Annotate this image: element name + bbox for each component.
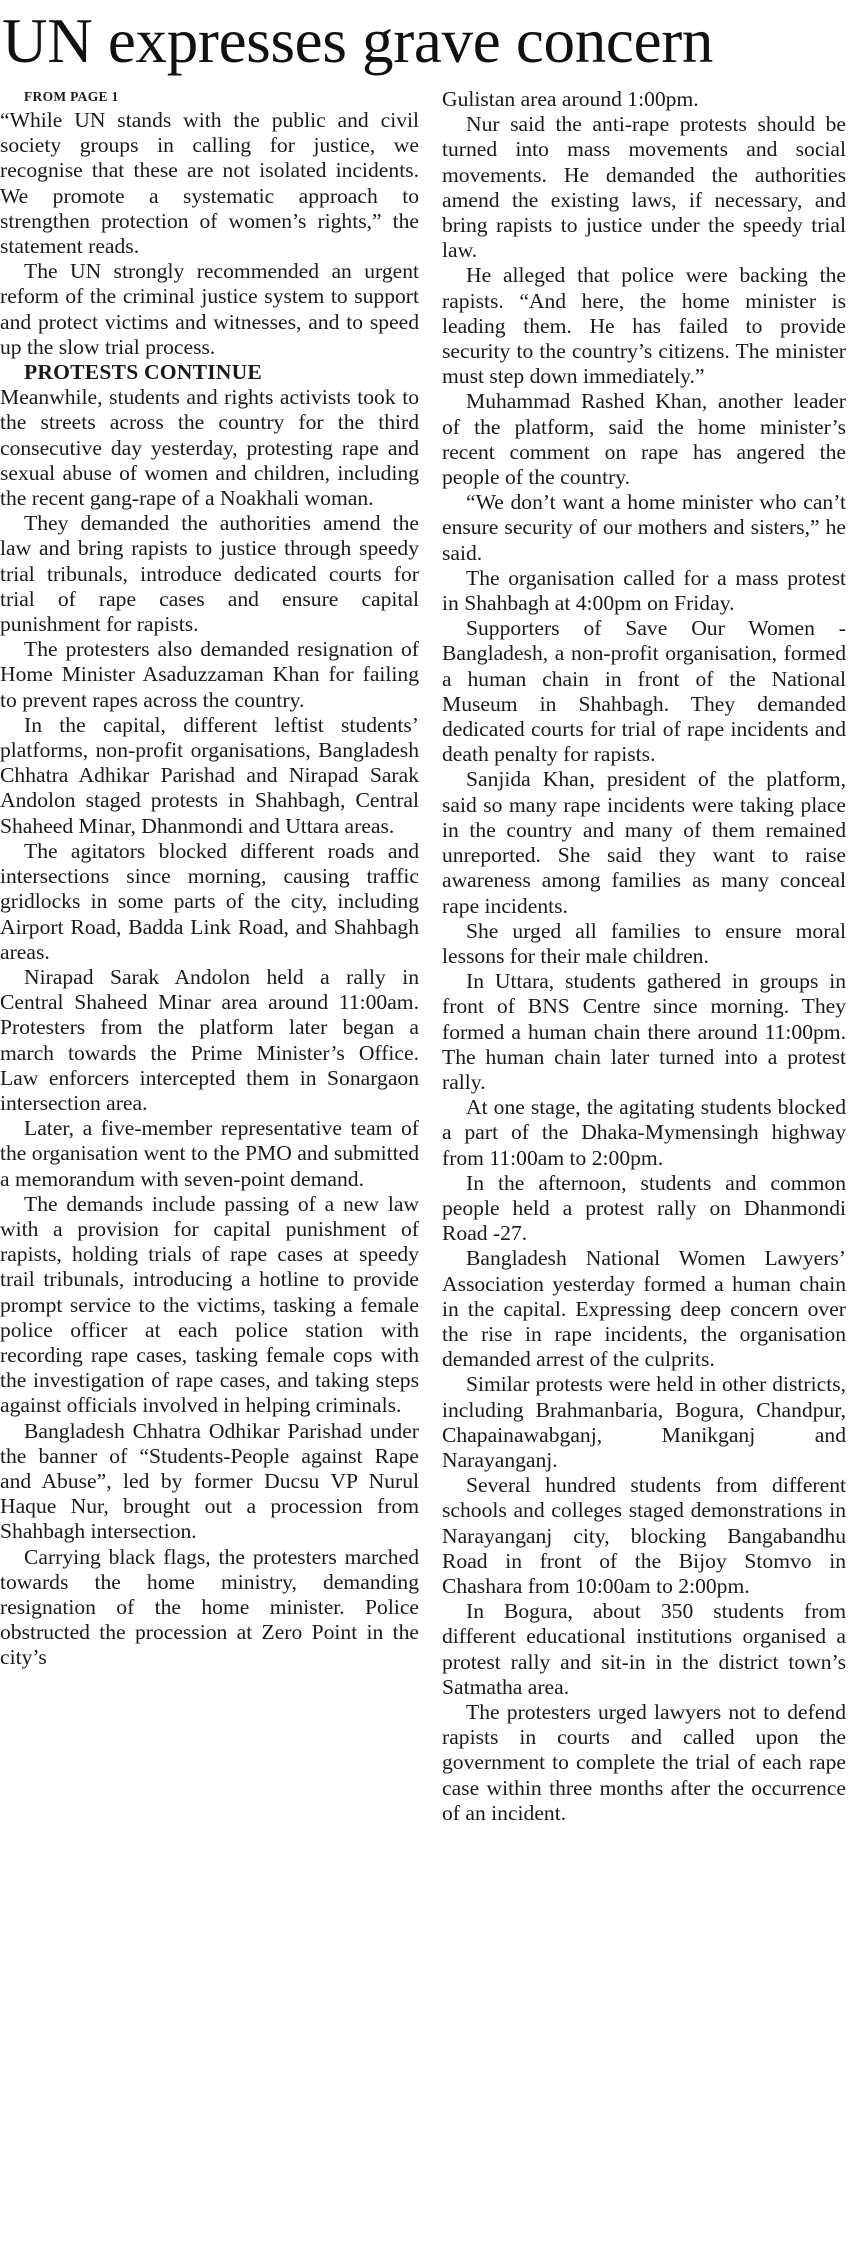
paragraph: Carrying black flags, the protesters marched towards the home ministry, demanding resignation of the home minister. Police obstructed the procession at Zero Point in the city’s	[0, 1544, 419, 1670]
article-column-right	[442, 87, 846, 1826]
paragraph: Meanwhile, students and rights activists took to the streets across the country for the third consecutive day yesterday, protesting rape and sexual abuse of women and children, including the recent gang-rape of a Noakhali woman.	[0, 385, 419, 511]
paragraph: Bangladesh Chhatra Odhikar Parishad under the banner of “Students-People against Rape and Abuse”, led by former Ducsu VP Nurul Haque Nur, brought out a procession from Shahbagh intersection.	[0, 1418, 419, 1544]
paragraph: The protesters also demanded resignation of Home Minister Asaduzzaman Khan for failing to prevent rapes across the country.	[0, 637, 419, 712]
paragraph: The organisation called for a mass protest in Shahbagh at 4:00pm on Friday.	[442, 565, 846, 616]
paragraph: The protesters urged lawyers not to defend rapists in courts and called upon the government to complete the trial of each rape case within three months after the occurrence of an incident.	[442, 1700, 846, 1825]
subhead-protests-continue: PROTESTS CONTINUE	[24, 360, 262, 385]
paragraph: She urged all families to ensure moral lessons for their male children.	[442, 918, 846, 968]
paragraph: The UN strongly recommended an urgent reform of the criminal justice system to support and protect victims and witnesses, and to speed up the slow trial process.	[0, 259, 419, 359]
paragraph: In the afternoon, students and common people held a protest rally on Dhanmondi Road -27.	[442, 1170, 846, 1246]
paragraph: The agitators blocked different roads and intersections since morning, causing traffic gridlocks in some parts of the city, including Airport Road, Badda Link Road, and Shahbagh areas.	[0, 838, 419, 964]
paragraph: Later, a five-member representative team of the organisation went to the PMO and submitted a memorandum with seven-point demand.	[0, 1116, 419, 1191]
paragraph: Nur said the anti-rape protests should be turned into mass movements and social movements. He demanded the authorities amend the existing laws, if necessary, and bring rapists to justice under the speedy trial law.	[442, 112, 846, 263]
paragraph: “While UN stands with the public and civil society groups in calling for justice, we recognise that these are not isolated incidents. We promote a systematic approach to strengthen protection of women’s rights,” the statement reads.	[0, 108, 419, 259]
paragraph: In the capital, different leftist students’ platforms, non-profit organisations, Bangladesh Chhatra Adhikar Parishad and Nirapad Sarak Andolon staged protests in Shahbagh, Central Shaheed Minar, Dhanmondi and Uttara areas.	[0, 712, 419, 838]
paragraph: “We don’t want a home minister who can’t ensure security of our mothers and sisters,” he said.	[442, 490, 846, 565]
kicker-from-page-1: FROM PAGE 1	[24, 89, 119, 104]
paragraph: The demands include passing of a new law with a provision for capital punishment of rapists, holding trials of rape cases at speedy trail tribunals, introducing a hotline to provide prompt service to the victims, tasking a female police officer at each police station with recording rape cases, tasking female cops with the investigation of rape cases, and taking steps against officials involved in helping criminals.	[0, 1191, 419, 1418]
paragraph: In Uttara, students gathered in groups in front of BNS Centre since morning. They formed a human chain there around 11:00pm. The human chain later turned into a protest rally.	[442, 969, 846, 1094]
paragraph: Similar protests were held in other districts, including Brahmanbaria, Bogura, Chandpur, Chapainawabganj, Manikganj and Narayanganj.	[442, 1372, 846, 1472]
paragraph: Bangladesh National Women Lawyers’ Association yesterday formed a human chain in the capital. Expressing deep concern over the rise in rape incidents, the organisation demanded arrest of the culprits.	[442, 1246, 846, 1372]
paragraph: He alleged that police were backing the rapists. “And here, the home minister is leading them. He has failed to provide security to the country’s citizens. The minister must step down immediately.”	[442, 263, 846, 389]
paragraph: Sanjida Khan, president of the platform, said so many rape incidents were taking place in the country and many of them remained unreported. She said they want to raise awareness among families as many conceal rape incidents.	[442, 767, 846, 918]
paragraph: Gulistan area around 1:00pm.	[442, 87, 699, 111]
paragraph: Nirapad Sarak Andolon held a rally in Central Shaheed Minar area around 11:00am. Protesters from the platform later began a march towards the Prime Minister’s Office. Law enforcers intercepted them in Sonargaon intersection area.	[0, 964, 419, 1115]
paragraph: Supporters of Save Our Women - Bangladesh, a non-profit organisation, formed a human chain in front of the National Museum in Shahbagh. They demanded dedicated courts for trial of rape incidents and death penalty for rapists.	[442, 616, 846, 767]
paragraph: Muhammad Rashed Khan, another leader of the platform, said the home minister’s recent comment on rape has angered the people of the country.	[442, 389, 846, 490]
paragraph: In Bogura, about 350 students from different educational institutions organised a protest rally and sit-in in the district town’s Satmatha area.	[442, 1599, 846, 1699]
paragraph: At one stage, the agitating students blocked a part of the Dhaka-Mymensingh highway from 11:00am to 2:00pm.	[442, 1095, 846, 1170]
article-column-left	[0, 86, 419, 1671]
headline: UN expresses grave concern	[2, 6, 714, 76]
paragraph: Several hundred students from different schools and colleges staged demonstrations in Narayanganj city, blocking Bangabandhu Road in front of the Bijoy Stomvo in Chashara from 10:00am to 2:00pm.	[442, 1473, 846, 1598]
paragraph: They demanded the authorities amend the law and bring rapists to justice through speedy trial tribunals, introduce dedicated courts for trial of rape cases and ensure capital punishment for rapists.	[0, 511, 419, 637]
